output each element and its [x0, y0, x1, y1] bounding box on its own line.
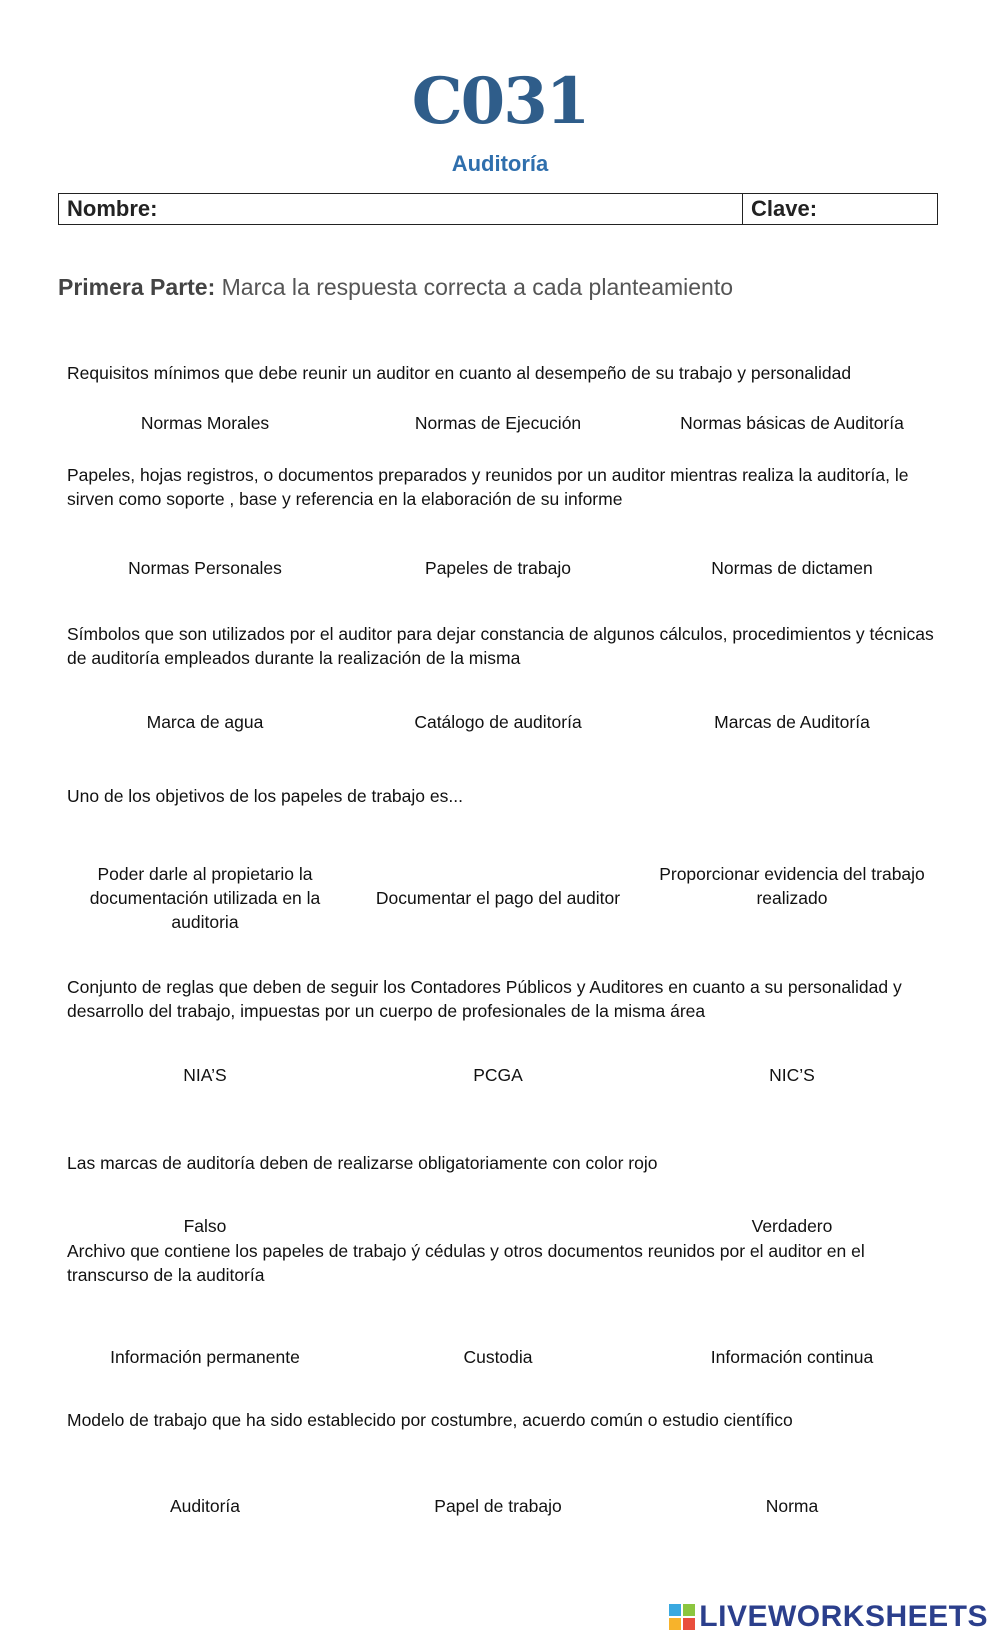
option-1-a[interactable]: Normas Morales: [140, 413, 270, 433]
course-code: C031: [411, 64, 589, 139]
option-4-b[interactable]: Documentar el pago del auditor: [375, 888, 621, 908]
section-instruction: Marca la respuesta correcta a cada planteamiento: [221, 274, 734, 300]
option-1-b[interactable]: Normas de Ejecución: [414, 413, 582, 433]
option-5-a[interactable]: NIA’S: [183, 1065, 227, 1085]
liveworksheets-brand: [669, 1600, 988, 1634]
key-label: Clave:: [751, 196, 818, 221]
question-1: Requisitos mínimos que debe reunir un auditor en cuanto al desempeño de su trabajo y personalidad: [67, 363, 852, 383]
option-2-c[interactable]: Normas de dictamen: [711, 558, 873, 578]
question-2: Papeles, hojas registros, o documentos preparados y reunidos por un auditor mientras realiza la auditoría, le sirven como soporte , base y referencia en la elaboración de su informe: [67, 465, 909, 509]
option-6-b[interactable]: Verdadero: [751, 1216, 833, 1236]
option-5-c[interactable]: NIC’S: [769, 1065, 815, 1085]
option-5-b[interactable]: PCGA: [473, 1065, 523, 1085]
option-7-b[interactable]: Custodia: [463, 1347, 533, 1367]
option-8-a[interactable]: Auditoría: [169, 1496, 241, 1516]
question-4: Uno de los objetivos de los papeles de trabajo es...: [67, 786, 463, 806]
section-heading: [58, 272, 733, 302]
option-7-a[interactable]: Información permanente: [110, 1347, 300, 1367]
option-7-c[interactable]: Información continua: [710, 1347, 874, 1367]
option-3-c[interactable]: Marcas de Auditoría: [714, 712, 870, 732]
question-3: Símbolos que son utilizados por el auditor para dejar constancia de algunos cálculos, procedimientos y técnicas de auditoría empleados durante la realización de la misma: [67, 624, 934, 668]
option-6-a[interactable]: Falso: [183, 1216, 227, 1236]
section-label: Primera Parte:: [58, 274, 216, 300]
subject-title: Auditoría: [451, 151, 549, 176]
option-8-c[interactable]: Norma: [765, 1496, 819, 1516]
name-field[interactable]: [59, 194, 743, 224]
student-id-box: [58, 193, 938, 225]
option-4-c[interactable]: Proporcionar evidencia del trabajo realizado: [659, 864, 925, 908]
option-4-a[interactable]: Poder darle al propietario la documentación utilizada en la auditoria: [89, 864, 321, 932]
option-2-a[interactable]: Normas Personales: [128, 558, 282, 578]
question-5: Conjunto de reglas que deben de seguir los Contadores Públicos y Auditores en cuanto a su personalidad y desarrollo del trabajo, impuestas por un cuerpo de profesionales de la misma área: [67, 977, 902, 1021]
question-6: Las marcas de auditoría deben de realizarse obligatoriamente con color rojo: [67, 1153, 658, 1173]
question-8: Modelo de trabajo que ha sido establecido por costumbre, acuerdo común o estudio científico: [67, 1410, 793, 1430]
name-label: Nombre:: [67, 196, 158, 221]
option-2-b[interactable]: Papeles de trabajo: [425, 558, 571, 578]
question-7: Archivo que contiene los papeles de trabajo ý cédulas y otros documentos reunidos por el auditor en el transcurso de la auditoría: [67, 1241, 865, 1285]
option-3-b[interactable]: Catálogo de auditoría: [414, 712, 582, 732]
option-1-c[interactable]: Normas básicas de Auditoría: [680, 413, 904, 433]
liveworksheets-logo-icon: [669, 1604, 695, 1630]
option-8-b[interactable]: Papel de trabajo: [434, 1496, 562, 1516]
brand-text: LIVEWORKSHEETS: [699, 1600, 988, 1633]
key-field[interactable]: [743, 194, 937, 224]
option-3-a[interactable]: Marca de agua: [146, 712, 264, 732]
